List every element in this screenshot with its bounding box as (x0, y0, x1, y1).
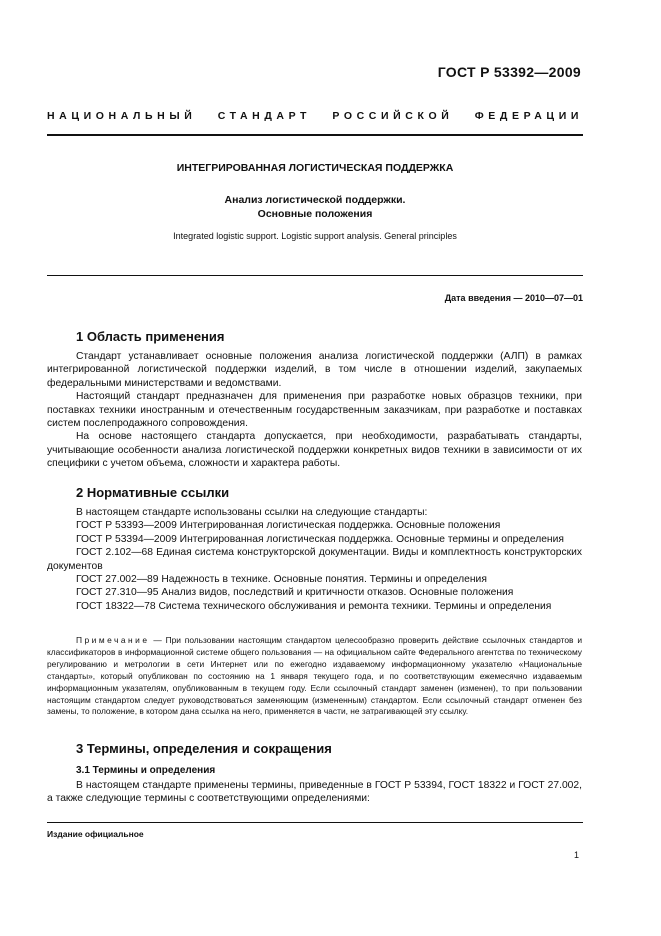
note-label: Примечание (76, 635, 150, 645)
subtitle-line-2: Основные положения (257, 208, 373, 220)
subtitle-line-1: Анализ логистической поддержки. (224, 194, 406, 206)
english-title: Integrated logistic support. Logistic support analysis. General principles (173, 231, 457, 241)
reference-item: ГОСТ 27.310—95 Анализ видов, последствий и критичности отказов. Основные положения (76, 587, 514, 599)
section-1-paragraph: На основе настоящего стандарта допускается, при необходимости, разрабатывать стандарты, учитывающие особенности анализа логистической поддержки конкретных видов техники в зависимости от их специфики с учетом объема, сложности и характера работы. (47, 431, 582, 470)
section-1-heading: 1 Область применения (76, 329, 225, 344)
section-1-body (47, 350, 582, 471)
section-2-heading: 2 Нормативные ссылки (76, 485, 230, 500)
reference-item: ГОСТ 2.102—68 Единая система конструкторской документации. Виды и комплектность конструкторских документов (47, 547, 582, 572)
footer-rule (47, 822, 583, 823)
note-text: — При пользовании настоящим стандартом целесообразно проверить действие ссылочных стандартов и классификаторов в информационной системе общего пользования — на официальном сайте Федерального агентства по техническому регулированию и метрологии в сети Интернет или по ежегодно издаваемому информационному указателю «Национальные стандарты», который опубликован по состоянию на 1 января текущего года, и по соответствующим ежемесячно издаваемым информационным указателям, опубликованным в текущем году. Если ссылочный стандарт заменен (изменен), то при пользовании настоящим стандартом следует руководствоваться заменяющим (измененным) стандартом. Если ссылочный стандарт отменен без замены, то положение, в котором дана ссылка на него, применяется в части, не затрагивающей эту ссылку. (47, 635, 582, 717)
reference-item: ГОСТ 27.002—89 Надежность в технике. Основные понятия. Термины и определения (76, 574, 487, 586)
national-standard-title: НАЦИОНАЛЬНЫЙ СТАНДАРТ РОССИЙСКОЙ ФЕДЕРАЦИИ (47, 110, 583, 122)
references-intro: В настоящем стандарте использованы ссылки на следующие стандарты: (76, 507, 428, 518)
effective-date: Дата введения — 2010—07—01 (444, 293, 583, 303)
reference-item: ГОСТ Р 53393—2009 Интегрированная логистическая поддержка. Основные положения (76, 520, 501, 532)
official-edition-label: Издание официальное (47, 829, 144, 839)
standard-code: ГОСТ Р 53392—2009 (437, 64, 581, 80)
page-number: 1 (573, 850, 579, 860)
reference-item: ГОСТ 18322—78 Система технического обслуживания и ремонта техники. Термины и определения (76, 600, 552, 612)
section-3-1-heading: 3.1 Термины и определения (76, 765, 216, 776)
header-rule (47, 134, 583, 136)
references-note (47, 635, 582, 718)
section-1-paragraph: Стандарт устанавливает основные положения анализа логистической поддержки (АЛП) в рамках интегрированной логистической поддержки изделий, в том числе в отношении изделий, закупаемых федеральными министерствами и ведомствами. (47, 351, 582, 389)
document-title: ИНТЕГРИРОВАННАЯ ЛОГИСТИЧЕСКАЯ ПОДДЕРЖКА (176, 162, 454, 174)
section-3-paragraph: В настоящем стандарте применены термины, приведенные в ГОСТ Р 53394, ГОСТ 18322 и ГОСТ 27.002, а также следующие термины с соответствующими определениями: (47, 780, 582, 805)
section-1-paragraph: Настоящий стандарт предназначен для применения при разработке новых образцов техники, при поставках техники иностранным и отечественным государственным заказчикам, при разработке и поставках систем послепродажного сопровождения. (47, 391, 582, 430)
reference-item: ГОСТ Р 53394—2009 Интегрированная логистическая поддержка. Основные термины и определения (76, 533, 564, 545)
section-3-body (47, 779, 582, 806)
section-3-heading: 3 Термины, определения и сокращения (76, 741, 332, 756)
document-subtitle (47, 193, 583, 221)
title-rule (47, 275, 583, 276)
references-list (47, 506, 582, 613)
